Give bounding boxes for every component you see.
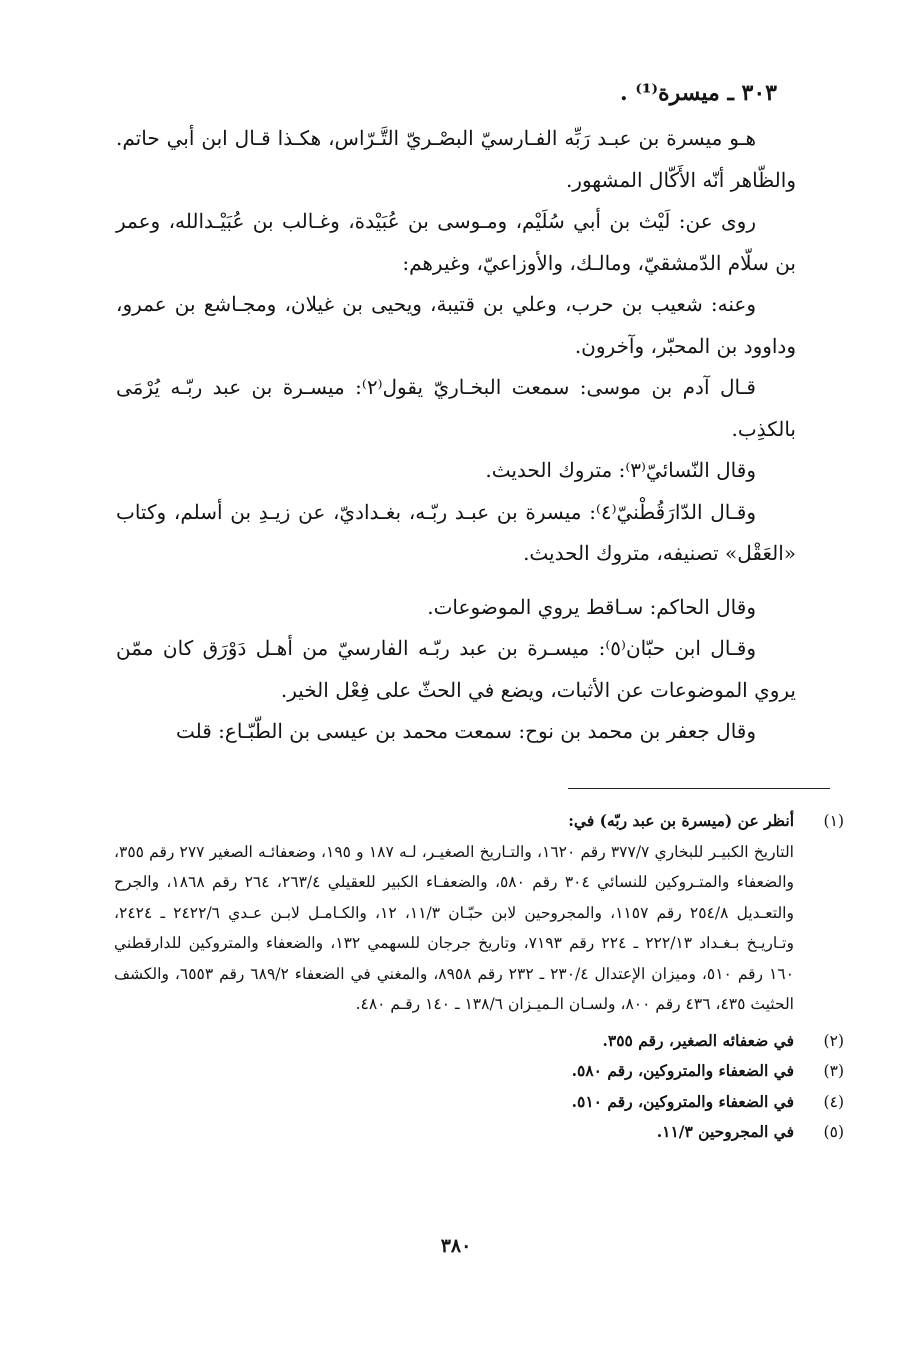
footnote-lead: في الضعفاء والمتروكين، رقم ٥٨٠.: [571, 1061, 794, 1080]
footnote-number: (٢): [823, 1031, 844, 1050]
footnote-number: (١): [823, 812, 844, 830]
paragraph-hakim: وقال الحاكم: سـاقط يروي الموضوعات.: [427, 594, 756, 619]
paragraph-identity: هـو ميسرة بن عبـد رَبِّه الفـارسيّ البصْـريّ التَّـرّاس، هكـذا قـال ابن أبي حاتم. والظّاهر أنّه الأَكّال المشهور.: [116, 126, 796, 192]
footnote-body: [114, 1056, 794, 1087]
footnote-body: [114, 1026, 794, 1057]
paragraph-daraqutni: وقـال الدّارَقُطْنيّ⁽٤⁾: ميسرة بن عبـد ربّـه، بغـداديّ، عن زيـدِ بن أسلم، وكتاب «العَقْل» تصنيفه، متروك الحديث.: [116, 499, 796, 565]
footnote-body: [114, 806, 794, 1020]
paragraph-narrators: وعنه: شعيب بن حرب، وعلي بن قتيبة، ويحيى بن غيلان، ومجـاشع بن عمرو، وداوود بن المحبّر، وآخرون.: [116, 292, 796, 358]
paragraph-nasai: وقال النّسائيّ⁽٣⁾: متروك الحديث.: [485, 458, 756, 482]
footnote-body: [114, 1087, 794, 1118]
paragraph-narrated-from: روى عن: لَيْث بن أبي سُلَيْم، ومـوسى بن عُبَيْدة، وغـالب بن عُبَيْـدالله، وعمر بن سلّام الدّمشقيّ، ومالـك، والأوزاعيّ، وغيرهم:: [116, 209, 796, 275]
page-number: ٣٨٠: [440, 1235, 472, 1257]
footnote-number: (٣): [823, 1062, 844, 1080]
footnote-number: (٥): [823, 1123, 844, 1141]
footnote-body: [114, 1117, 794, 1148]
footnotes: [114, 806, 844, 1148]
footnote: [114, 1117, 844, 1148]
footnote: [114, 1087, 844, 1118]
footnote-lead: في ضعفائه الصغير، رقم ٣٥٥.: [602, 1030, 794, 1050]
footnote-lead: أنظر عن (ميسرة بن عبد ربّه) في:: [568, 811, 794, 830]
footnote-lead: في المجروحين ١١/٣.: [656, 1122, 794, 1141]
footnote-number: (٤): [823, 1092, 844, 1111]
paragraph-jafar: وقال جعفر بن محمد بن نوح: سمعت محمد بن عيسى بن الطّبّـاع: قلت: [176, 719, 756, 743]
paragraph-ibn-hibban: وقـال ابن حبّان⁽٥⁾: ميسـرة بن عبد ربّـه الفارسيّ من أهـل دَوْرَق كان ممّن يروي الموضوعات عن الأثبات، ويضع في الحثّ على فِعْل الخير.: [116, 636, 796, 702]
footnote: [114, 806, 844, 1020]
paragraph-bukhari: قـال آدم بن موسى: سمعت البخـاريّ يقول⁽٢⁾: ميسـرة بن عبد ربّـه يُرْمَى بالكذِب.: [116, 375, 796, 441]
footnote: [114, 1056, 844, 1087]
footnote-text: التاريخ الكبيـر للبخاري ٣٧٧/٧ رقم ١٦٢٠، والتـاريخ الصغيـر، لـه ١٨٧ و ١٩٥، وضعفائـه الصغير ٢٧٧ رقم ٣٥٥، والضعفاء والمتـروكين للنسائي ٣٠٤ رقم ٥٨٠، والضعفـاء الكبير للعقيلي ٢٦٣/٤، ٢٦٤ رقم ١٨٦٨، والجرح والتعـديل ٢٥٤/٨ رقم ١١٥٧، والمجروحين لابن حبّـان ١١/٣، ١٢، والكـامـل لابـن عـدي ٢٤٢٢/٦ ـ ٢٤٢٤، وتـاريـخ بـغـداد ٢٢٢/١٣ ـ ٢٢٤ رقم ٧١٩٣، وتاريخ جرجان للسهمي ١٣٢، والضعفاء والمتروكين للدارقطني ١٦٠ رقم ٥١٠، وميزان الإعتدال ٢٣٠/٤ ـ ٢٣٢ رقم ٨٩٥٨، والمغني في الضعفاء ٦٨٩/٢ رقم ٦٥٥٣، والكشف الحثيث ٤٣٥، ٤٣٦ رقم ٨٠٠، ولسـان الـميـزان ١٣٨/٦ ـ ١٤٠ رقـم ٤٨٠.: [114, 842, 794, 1013]
entry-heading: ٣٠٣ ـ ميسرة⁽¹⁾ .: [620, 80, 777, 106]
entry-body: [116, 118, 796, 753]
footnote-divider: [568, 788, 830, 789]
footnote: [114, 1026, 844, 1057]
footnote-lead: في الضعفاء والمتروكين، رقم ٥١٠.: [571, 1091, 794, 1111]
